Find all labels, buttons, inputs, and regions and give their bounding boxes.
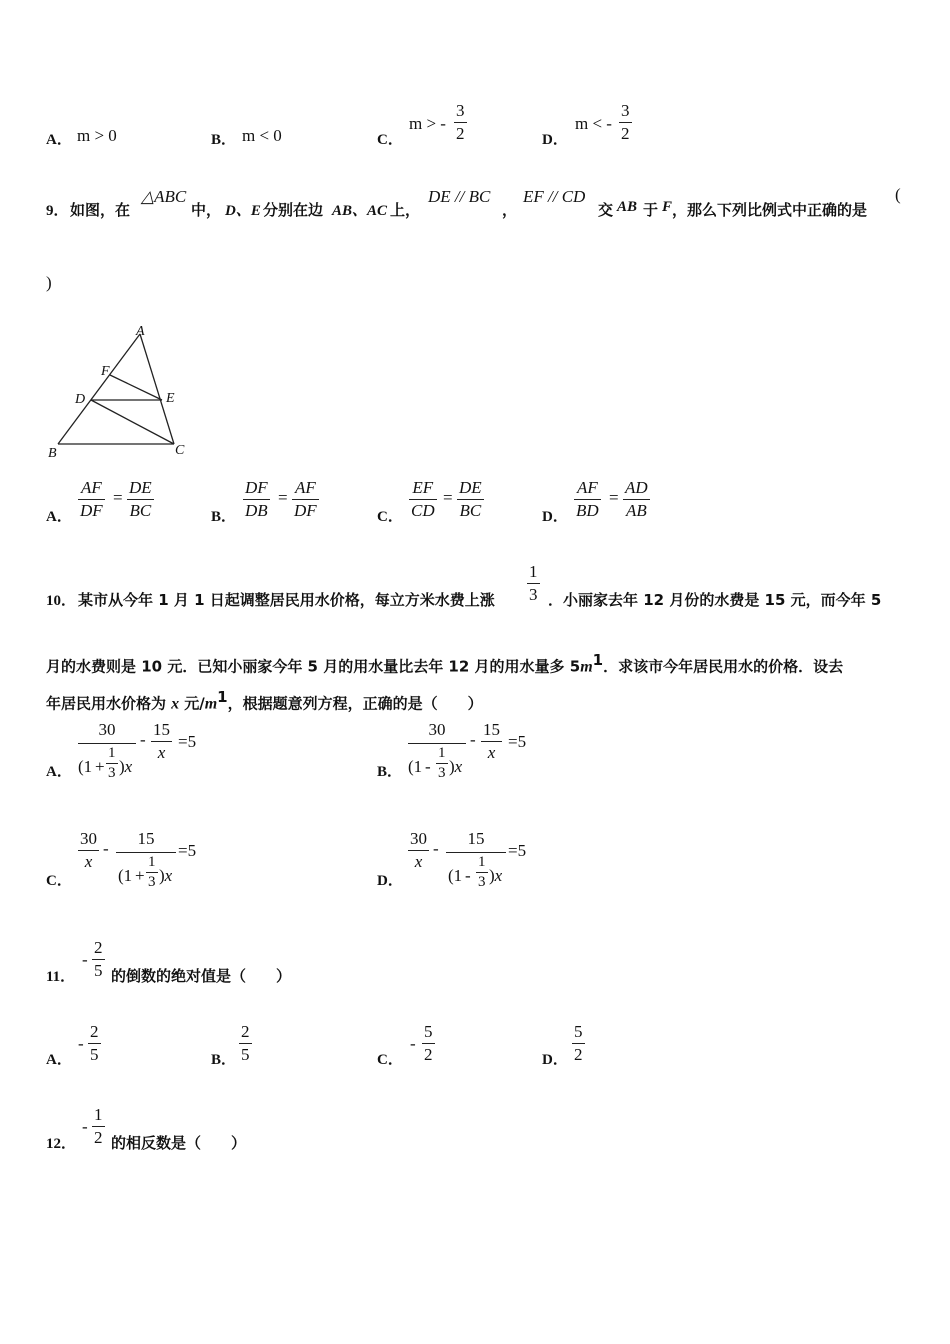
q10-option-c-label: C． xyxy=(46,873,72,889)
figure-label-a: A xyxy=(136,324,145,339)
q9-paren-close: ) xyxy=(46,273,52,292)
q9-triangle-figure xyxy=(40,320,200,465)
q11-text: 的倒数的绝对值是（ ） xyxy=(111,967,292,985)
q9-option-b-label: B． xyxy=(211,509,237,525)
figure-label-d: D xyxy=(75,392,86,407)
q9-option-d-label: D． xyxy=(542,509,568,525)
q9-text-5: AB、AC xyxy=(332,203,388,219)
q9-text-9: AB xyxy=(617,199,638,215)
q9-option-c-equals: = xyxy=(443,488,453,507)
q9-text-12: ，那么下列比例式中正确的是 xyxy=(672,201,868,219)
q9-paren-open: ( xyxy=(895,185,901,204)
q9-option-a-equals: = xyxy=(113,488,123,507)
q11-option-a-fraction: 2 5 xyxy=(90,1022,99,1064)
q10-line1-b: ．小丽家去年 12 月份的水费是 15 元，而今年 5 xyxy=(548,591,882,609)
q9-option-b-equals: = xyxy=(278,488,288,507)
q9-math-triangle: △ABC xyxy=(141,187,187,206)
q9-text-8: 交 xyxy=(598,201,614,219)
figure-label-e: E xyxy=(166,391,175,406)
q9-option-c-frac2: DE BC xyxy=(459,478,482,520)
q12-number: 12． xyxy=(46,1136,77,1152)
q9-math-ef-parallel-cd: EF // CD xyxy=(523,187,586,206)
q9-option-b-frac1: DF DB xyxy=(245,478,268,520)
q8-option-a-text: m > 0 xyxy=(77,126,117,145)
q9-option-a-label: A． xyxy=(46,509,72,525)
q9-text-3: D、E xyxy=(225,203,261,219)
q10-line2: 月的水费则是 10 元．已知小丽家今年 5 月的用水量比去年 12 月的用水量多 $5m^1$．求该市今年居民用水的价格．设去 xyxy=(46,651,844,676)
q9-text-2: 中， xyxy=(191,201,222,219)
q12-sign: - xyxy=(82,1117,88,1136)
q9-option-c-label: C． xyxy=(377,509,403,525)
q10-line1-a: 某市从今年 1 月 1 日起调整居民用水价格，每立方米水费上涨 xyxy=(78,591,495,609)
q8-option-d-fraction: 3 2 xyxy=(621,101,630,143)
q9-text-7: ， xyxy=(502,201,518,219)
q11-option-c-fraction: 5 2 xyxy=(424,1022,433,1064)
q9-text-4: 分别在边 xyxy=(263,201,324,219)
q11-option-a-sign: - xyxy=(78,1034,84,1053)
q11-option-a-label: A． xyxy=(46,1052,72,1068)
q11-option-c-sign: - xyxy=(410,1034,416,1053)
q10-option-b-label: B． xyxy=(377,764,403,780)
q9-option-d-frac2: AD AB xyxy=(625,478,648,520)
q12-text: 的相反数是（ ） xyxy=(111,1134,247,1152)
q11-sign: - xyxy=(82,950,88,969)
q11-option-c-label: C． xyxy=(377,1052,403,1068)
q9-option-c-frac1: EF CD xyxy=(411,478,435,520)
q8-option-d-prefix: m < - xyxy=(575,114,612,133)
q10-increase-fraction: 1 3 xyxy=(529,562,538,604)
q8-option-c-fraction: 3 2 xyxy=(456,101,465,143)
q10-option-d-label: D． xyxy=(377,873,403,889)
q9-option-a-frac1: AF DF xyxy=(80,478,103,520)
q8-option-a-label: A． xyxy=(46,132,72,148)
q9-option-b-frac2: AF DF xyxy=(294,478,317,520)
q11-option-d-label: D． xyxy=(542,1052,568,1068)
q9-math-de-parallel-bc: DE // BC xyxy=(428,187,491,206)
q11-option-d-fraction: 5 2 xyxy=(574,1022,583,1064)
q10-option-a-numerator1: 30 xyxy=(98,720,116,739)
q11-fraction: 2 5 xyxy=(94,938,103,980)
q9-text-11: F xyxy=(662,199,673,215)
q9-option-d-equals: = xyxy=(609,488,619,507)
q11-option-b-label: B． xyxy=(211,1052,237,1068)
q8-option-c-prefix: m > - xyxy=(409,114,446,133)
q9-text-1: 如图，在 xyxy=(70,201,131,219)
q9-option-d-frac1: AF BD xyxy=(576,478,599,520)
q8-option-b-label: B． xyxy=(211,132,237,148)
q9-text-6: 上， xyxy=(390,201,421,219)
q9-text-10: 于 xyxy=(643,201,659,219)
q12-fraction: 1 2 xyxy=(94,1105,103,1147)
q9-option-a-frac2: DE BC xyxy=(129,478,152,520)
figure-label-c: C xyxy=(175,443,185,458)
q9-number: 9． xyxy=(46,203,69,219)
q10-line3: 年居民用水价格为 x 元$/m^1$，根据题意列方程，正确的是（ ） xyxy=(46,688,483,713)
q8-option-b-text: m < 0 xyxy=(242,126,282,145)
q11-number: 11． xyxy=(46,969,76,985)
q10-option-a-label: A． xyxy=(46,764,72,780)
figure-label-b: B xyxy=(48,446,57,461)
q11-option-b-fraction: 2 5 xyxy=(241,1022,250,1064)
figure-label-f: F xyxy=(101,364,110,379)
q8-option-d-label: D． xyxy=(542,132,568,148)
q8-option-c-label: C． xyxy=(377,132,403,148)
q10-number: 10． xyxy=(46,593,77,609)
